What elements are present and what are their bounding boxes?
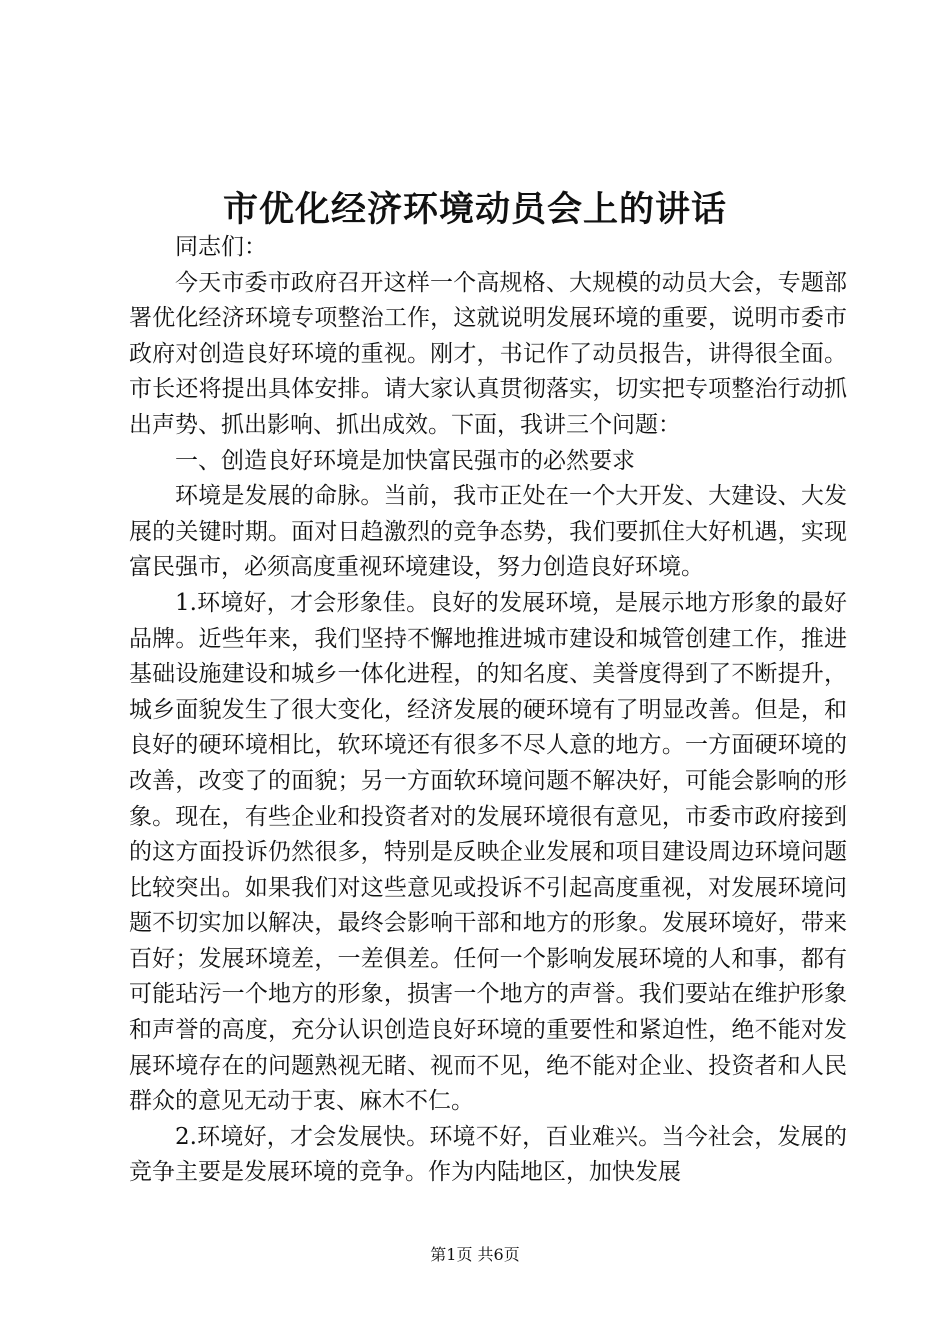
section-heading-1: 一、创造良好环境是加快富民强市的必然要求 — [175, 447, 635, 474]
salutation-paragraph: 同志们： — [175, 234, 267, 260]
document-title: 市优化经济环境动员会上的讲话 — [222, 189, 727, 230]
document-body — [129, 230, 847, 1191]
page-number-footer: 第1页 共6页 — [430, 1245, 520, 1264]
body-paragraph: 1.环境好，才会形象佳。良好的发展环境，是展示地方形象的最好品牌。近些年来，我们坚持不懈地推进城市建设和城管创建工作，推进基础设施建设和城乡一体化进程，的知名度、美誉度得到了不断提升，城乡面貌发生了很大变化，经济发展的硬环境有了明显改善。但是，和良好的硬环境相比，软环境还有很多不尽人意的地方。一方面硬环境的改善，改变了的面貌；另一方面软环境问题不解决好，可能会影响的形象。现在，有些企业和投资者对的发展环境很有意见，市委市政府接到的这方面投诉仍然很多，特别是反映企业发展和项目建设周边环境问题比较突出。如果我们对这些意见或投诉不引起高度重视，对发展环境问题不切实加以解决，最终会影响干部和地方的形象。发展环境好，带来百好；发展环境差，一差俱差。任何一个影响发展环境的人和事，都有可能玷污一个地方的形象，损害一个地方的声誉。我们要站在维护形象和声誉的高度，充分认识创造良好环境的重要性和紧迫性，绝不能对发展环境存在的问题熟视无睹、视而不见，绝不能对企业、投资者和人民群众的意见无动于衷、麻木不仁。 — [129, 589, 847, 1115]
intro-paragraph: 今天市委市政府召开这样一个高规格、大规模的动员大会，专题部署优化经济环境专项整治工作，这就说明发展环境的重要，说明市委市政府对创造良好环境的重视。刚才，书记作了动员报告，讲得很全面。市长还将提出具体安排。请大家认真贯彻落实，切实把专项整治行动抓出声势、抓出影响、抓出成效。下面，我讲三个问题： — [129, 269, 847, 438]
body-paragraph: 环境是发展的命脉。当前，我市正处在一个大开发、大建设、大发展的关键时期。面对日趋激烈的竞争态势，我们要抓住大好机遇，实现富民强市，必须高度重视环境建设，努力创造良好环境。 — [129, 483, 847, 581]
body-paragraph: 2.环境好，才会发展快。环境不好，百业难兴。当今社会，发展的竞争主要是发展环境的竞争。作为内陆地区，加快发展 — [129, 1123, 847, 1186]
